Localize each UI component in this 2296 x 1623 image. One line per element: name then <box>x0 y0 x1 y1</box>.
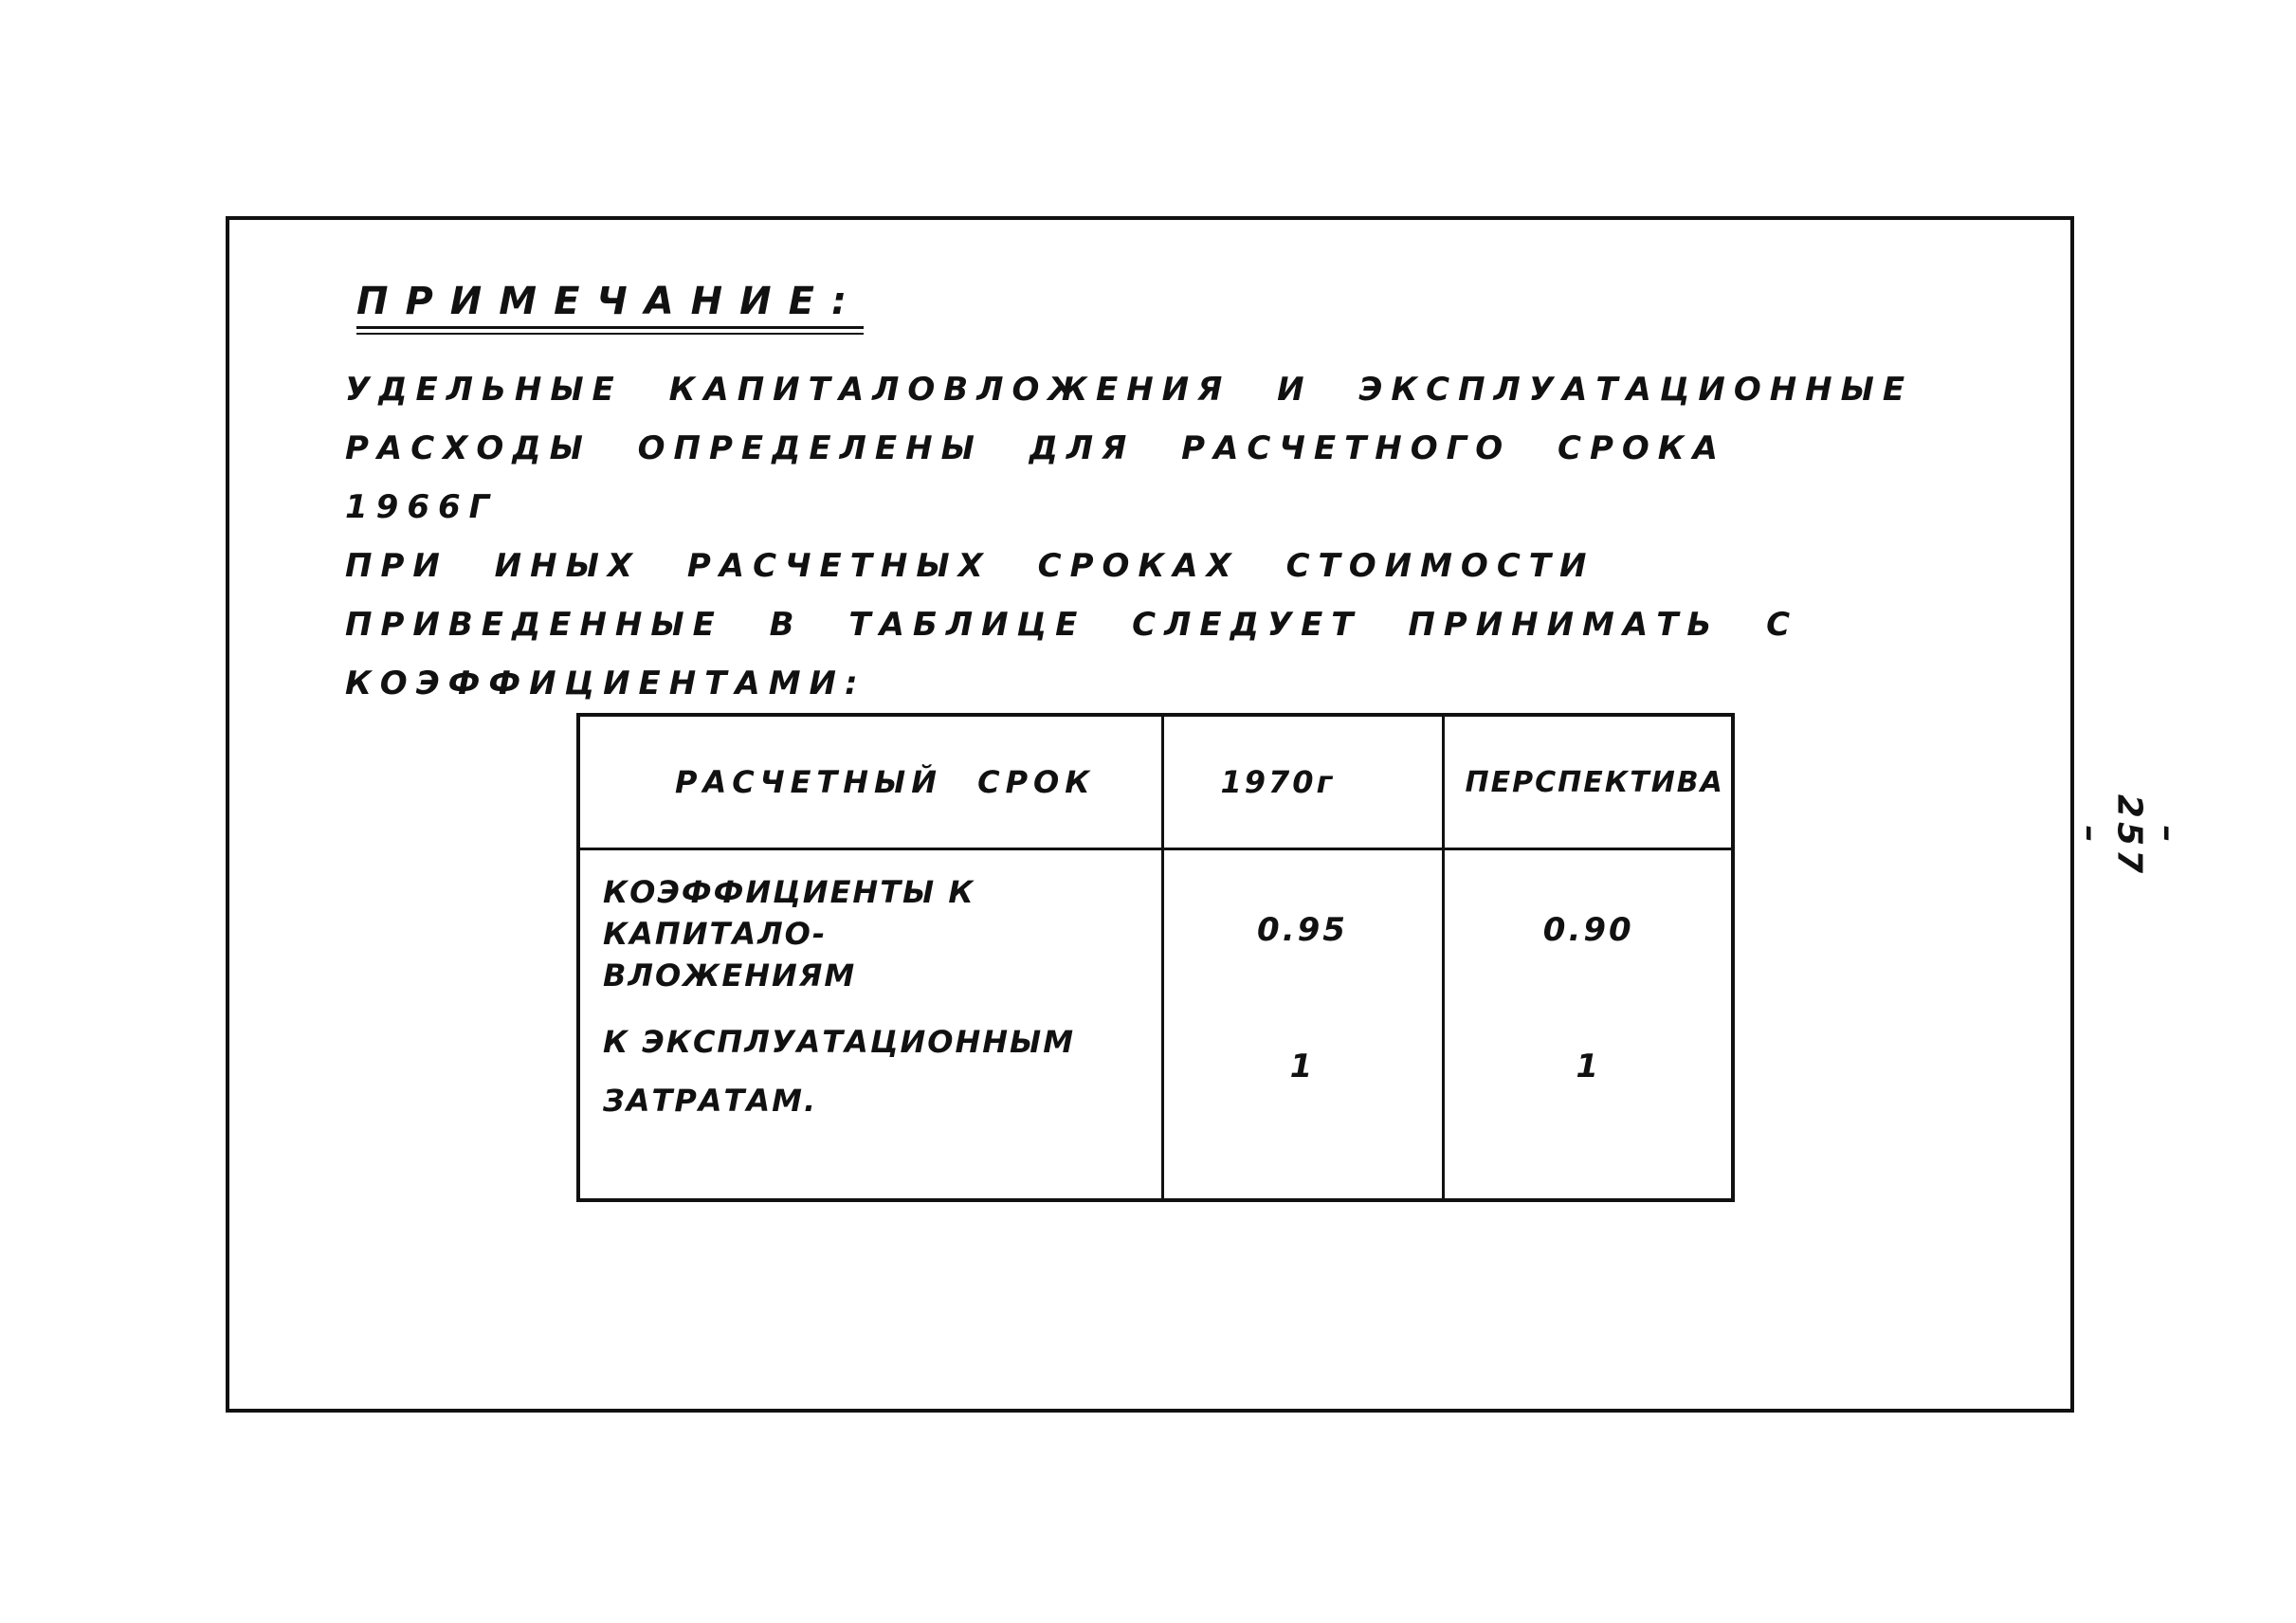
table-header-row <box>580 717 1733 849</box>
row-capital-label-line2: ВЛОЖЕНИЯМ <box>603 957 857 994</box>
capital-coef-1970: 0.95 <box>1257 911 1348 949</box>
note-paragraph-2: ПРИ ИНЫХ РАСЧЕТНЫХ СРОКАХ СТОИМОСТИ ПРИВЕДЕННЫЕ В ТАБЛИЦЕ СЛЕДУЕТ ПРИНИМАТЬ С КОЭФФИЦИЕНТАМИ: <box>345 547 1799 702</box>
note-body <box>345 360 1919 713</box>
row-operating-label-line1: К ЭКСПЛУАТАЦИОННЫМ <box>603 1024 1076 1060</box>
header-calculation-period: РАСЧЕТНЫЙ СРОК <box>580 717 1162 849</box>
capital-coef-perspective: 0.90 <box>1542 911 1634 949</box>
values-perspective <box>1443 849 1733 1199</box>
coefficients-table <box>576 713 1735 1202</box>
coefficients-table-grid <box>580 717 1733 1198</box>
page-number: – 257 – <box>2070 793 2188 878</box>
operating-coef-1970: 1 <box>1289 1048 1316 1085</box>
header-perspective: ПЕРСПЕКТИВА <box>1443 717 1733 849</box>
table-row <box>580 849 1733 1199</box>
row-operating-label-line2: ЗАТРАТАМ. <box>603 1083 818 1119</box>
row-capital-label-line1: КОЭФФИЦИЕНТЫ К КАПИТАЛО- <box>603 874 975 952</box>
row-labels <box>580 849 1162 1199</box>
note-heading: ПРИМЕЧАНИЕ: <box>356 281 864 329</box>
header-year-1970: 1970г <box>1162 717 1443 849</box>
note-paragraph-1: УДЕЛЬНЫЕ КАПИТАЛОВЛОЖЕНИЯ И ЭКСПЛУАТАЦИОННЫЕ РАСХОДЫ ОПРЕДЕЛЕНЫ ДЛЯ РАСЧЕТНОГО СРОКА 1966Г <box>345 371 1914 526</box>
operating-coef-perspective: 1 <box>1576 1048 1602 1085</box>
values-1970 <box>1162 849 1443 1199</box>
